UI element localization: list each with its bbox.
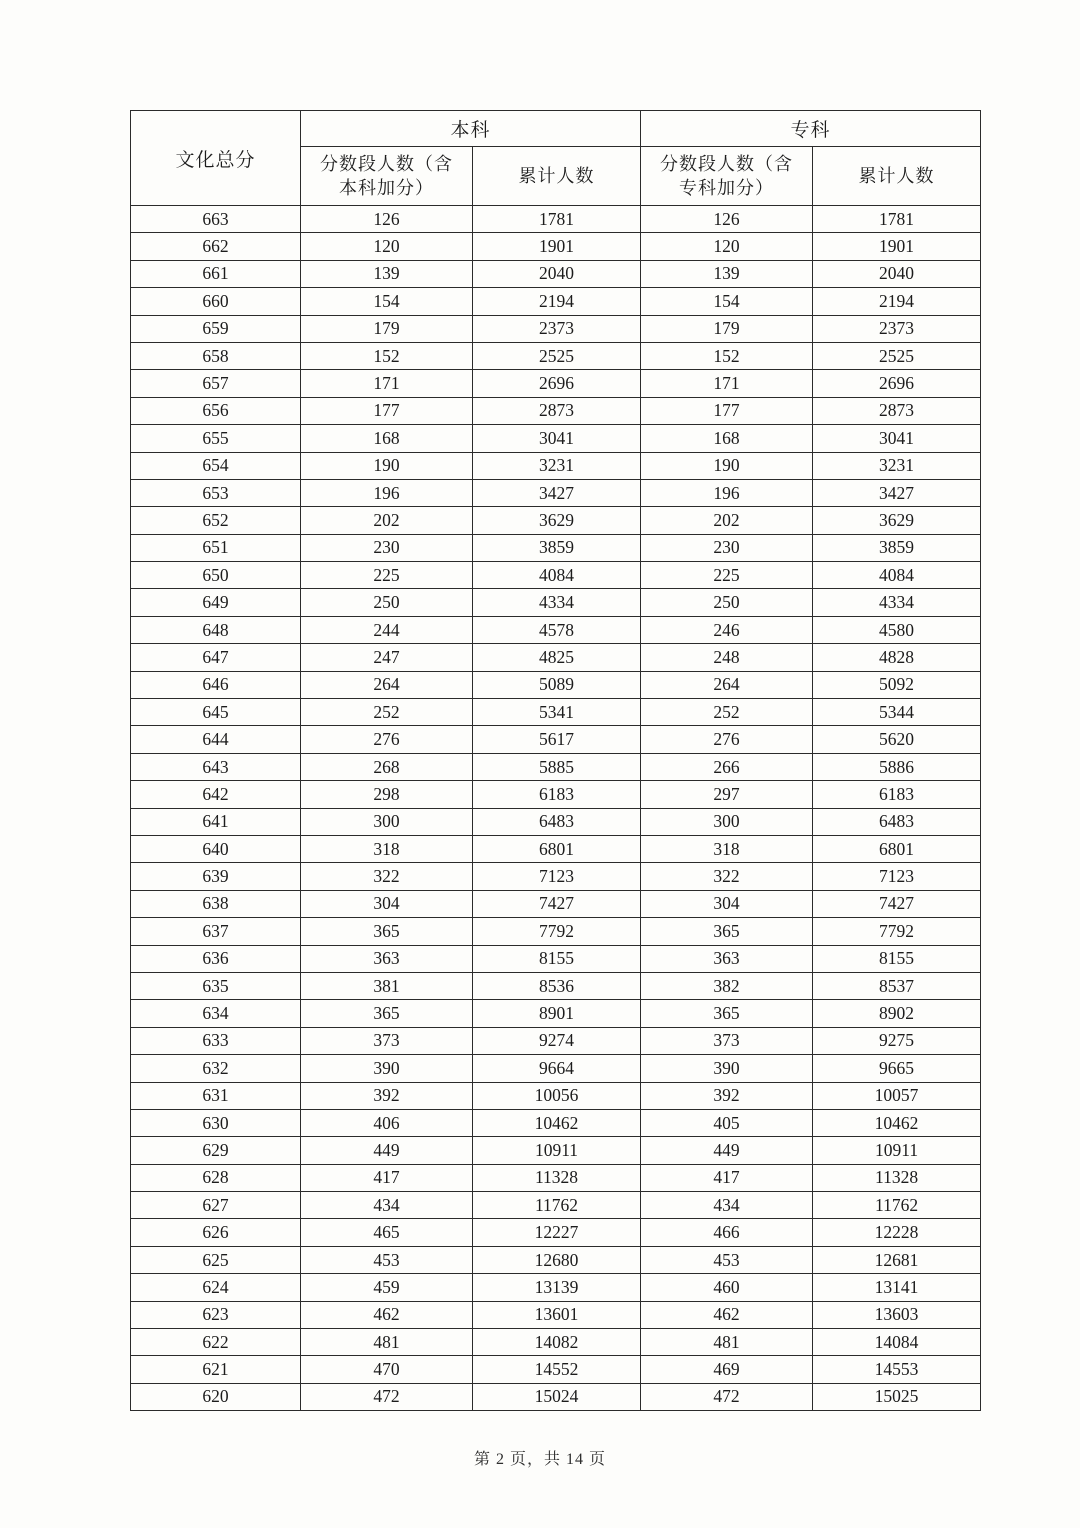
table-cell: 120: [301, 233, 473, 260]
table-cell: 649: [131, 589, 301, 616]
table-cell: 12227: [473, 1219, 641, 1246]
table-row: [131, 1109, 981, 1136]
table-cell: 15024: [473, 1383, 641, 1410]
table-cell: 417: [641, 1164, 813, 1191]
table-cell: 3041: [473, 425, 641, 452]
table-cell: 139: [301, 260, 473, 287]
table-cell: 653: [131, 479, 301, 506]
table-cell: 647: [131, 644, 301, 671]
table-cell: 276: [301, 726, 473, 753]
table-cell: 1781: [473, 206, 641, 233]
table-row: [131, 479, 981, 506]
table-header: [131, 111, 981, 206]
table-row: [131, 1082, 981, 1109]
table-row: [131, 671, 981, 698]
table-cell: 392: [641, 1082, 813, 1109]
table-row: [131, 233, 981, 260]
table-cell: 655: [131, 425, 301, 452]
table-cell: 472: [301, 1383, 473, 1410]
table-row: [131, 370, 981, 397]
table-cell: 8901: [473, 1000, 641, 1027]
table-cell: 11328: [473, 1164, 641, 1191]
table-cell: 373: [301, 1027, 473, 1054]
table-row: [131, 1027, 981, 1054]
table-cell: 154: [301, 288, 473, 315]
table-cell: 1781: [813, 206, 981, 233]
table-cell: 264: [301, 671, 473, 698]
header-row-groups: [131, 111, 981, 147]
table-cell: 3427: [813, 479, 981, 506]
table-cell: 652: [131, 507, 301, 534]
table-cell: 3041: [813, 425, 981, 452]
table-cell: 247: [301, 644, 473, 671]
table-cell: 2525: [473, 342, 641, 369]
table-cell: 417: [301, 1164, 473, 1191]
table-cell: 154: [641, 288, 813, 315]
table-cell: 633: [131, 1027, 301, 1054]
table-cell: 318: [301, 835, 473, 862]
table-row: [131, 507, 981, 534]
table-cell: 465: [301, 1219, 473, 1246]
table-cell: 637: [131, 918, 301, 945]
table-cell: 2040: [813, 260, 981, 287]
table-cell: 244: [301, 616, 473, 643]
table-cell: 4084: [813, 562, 981, 589]
table-row: [131, 425, 981, 452]
table-cell: 14552: [473, 1356, 641, 1383]
table-cell: 4334: [473, 589, 641, 616]
table-cell: 12228: [813, 1219, 981, 1246]
table-cell: 11762: [813, 1192, 981, 1219]
table-cell: 638: [131, 890, 301, 917]
table-cell: 13603: [813, 1301, 981, 1328]
table-cell: 12681: [813, 1246, 981, 1273]
table-cell: 481: [641, 1329, 813, 1356]
table-cell: 6483: [813, 808, 981, 835]
table-row: [131, 972, 981, 999]
table-cell: 2194: [813, 288, 981, 315]
table-row: [131, 699, 981, 726]
table-cell: 250: [641, 589, 813, 616]
table-cell: 630: [131, 1109, 301, 1136]
table-row: [131, 589, 981, 616]
table-cell: 14082: [473, 1329, 641, 1356]
table-cell: 11328: [813, 1164, 981, 1191]
table-cell: 10462: [813, 1109, 981, 1136]
table-row: [131, 342, 981, 369]
table-cell: 2194: [473, 288, 641, 315]
table-cell: 622: [131, 1329, 301, 1356]
table-cell: 639: [131, 863, 301, 890]
table-cell: 453: [641, 1246, 813, 1273]
table-row: [131, 1246, 981, 1273]
table-cell: 646: [131, 671, 301, 698]
header-undergraduate-segment-count: 分数段人数（含本科加分）: [301, 147, 473, 206]
table-cell: 660: [131, 288, 301, 315]
table-cell: 196: [301, 479, 473, 506]
table-cell: 634: [131, 1000, 301, 1027]
table-cell: 7427: [813, 890, 981, 917]
table-cell: 382: [641, 972, 813, 999]
table-cell: 179: [301, 315, 473, 342]
table-row: [131, 753, 981, 780]
table-cell: 644: [131, 726, 301, 753]
table-cell: 4825: [473, 644, 641, 671]
table-row: [131, 1164, 981, 1191]
table-cell: 481: [301, 1329, 473, 1356]
table-cell: 322: [301, 863, 473, 890]
table-cell: 6801: [813, 835, 981, 862]
header-college-cumulative-count: 累计人数: [813, 147, 981, 206]
table-cell: 168: [301, 425, 473, 452]
table-cell: 651: [131, 534, 301, 561]
table-cell: 225: [641, 562, 813, 589]
table-cell: 453: [301, 1246, 473, 1273]
table-cell: 636: [131, 945, 301, 972]
table-cell: 5341: [473, 699, 641, 726]
table-cell: 9665: [813, 1055, 981, 1082]
table-cell: 663: [131, 206, 301, 233]
table-cell: 3629: [813, 507, 981, 534]
table-cell: 2696: [813, 370, 981, 397]
table-cell: 3859: [813, 534, 981, 561]
table-cell: 392: [301, 1082, 473, 1109]
table-cell: 632: [131, 1055, 301, 1082]
table-cell: 365: [641, 918, 813, 945]
table-row: [131, 206, 981, 233]
table-row: [131, 534, 981, 561]
table-row: [131, 808, 981, 835]
table-row: [131, 863, 981, 890]
table-cell: 13139: [473, 1274, 641, 1301]
table-cell: 1901: [813, 233, 981, 260]
table-cell: 2873: [813, 397, 981, 424]
table-cell: 152: [641, 342, 813, 369]
table-cell: 202: [641, 507, 813, 534]
table-cell: 4580: [813, 616, 981, 643]
table-cell: 2040: [473, 260, 641, 287]
table-row: [131, 644, 981, 671]
table-cell: 177: [641, 397, 813, 424]
table-cell: 10056: [473, 1082, 641, 1109]
table-cell: 642: [131, 781, 301, 808]
table-cell: 635: [131, 972, 301, 999]
table-row: [131, 1137, 981, 1164]
table-cell: 14084: [813, 1329, 981, 1356]
table-cell: 460: [641, 1274, 813, 1301]
table-cell: 3427: [473, 479, 641, 506]
table-cell: 5886: [813, 753, 981, 780]
table-cell: 662: [131, 233, 301, 260]
table-cell: 13141: [813, 1274, 981, 1301]
table-cell: 469: [641, 1356, 813, 1383]
table-cell: 168: [641, 425, 813, 452]
table-row: [131, 315, 981, 342]
table-cell: 390: [301, 1055, 473, 1082]
table-cell: 179: [641, 315, 813, 342]
table-cell: 13601: [473, 1301, 641, 1328]
table-cell: 264: [641, 671, 813, 698]
table-cell: 628: [131, 1164, 301, 1191]
table-cell: 363: [301, 945, 473, 972]
table-cell: 1901: [473, 233, 641, 260]
table-cell: 190: [301, 452, 473, 479]
table-row: [131, 452, 981, 479]
table-cell: 373: [641, 1027, 813, 1054]
table-cell: 3231: [473, 452, 641, 479]
table-cell: 152: [301, 342, 473, 369]
table-cell: 5344: [813, 699, 981, 726]
table-cell: 472: [641, 1383, 813, 1410]
table-cell: 648: [131, 616, 301, 643]
table-cell: 304: [301, 890, 473, 917]
table-cell: 659: [131, 315, 301, 342]
table-cell: 2873: [473, 397, 641, 424]
table-cell: 4334: [813, 589, 981, 616]
table-body: [131, 206, 981, 1411]
table-cell: 449: [641, 1137, 813, 1164]
table-cell: 641: [131, 808, 301, 835]
table-cell: 405: [641, 1109, 813, 1136]
table-row: [131, 1301, 981, 1328]
table-cell: 623: [131, 1301, 301, 1328]
table-row: [131, 726, 981, 753]
table-cell: 8537: [813, 972, 981, 999]
table-row: [131, 835, 981, 862]
table-cell: 656: [131, 397, 301, 424]
table-cell: 381: [301, 972, 473, 999]
table-row: [131, 260, 981, 287]
table-cell: 10911: [473, 1137, 641, 1164]
table-row: [131, 918, 981, 945]
table-cell: 434: [641, 1192, 813, 1219]
table-row: [131, 1383, 981, 1410]
table-cell: 322: [641, 863, 813, 890]
score-distribution-table: [130, 110, 981, 1411]
table-cell: 171: [641, 370, 813, 397]
table-cell: 298: [301, 781, 473, 808]
table-cell: 230: [301, 534, 473, 561]
table-cell: 640: [131, 835, 301, 862]
table-cell: 266: [641, 753, 813, 780]
table-cell: 6483: [473, 808, 641, 835]
table-cell: 466: [641, 1219, 813, 1246]
table-cell: 624: [131, 1274, 301, 1301]
table-cell: 6183: [813, 781, 981, 808]
table-cell: 7123: [813, 863, 981, 890]
table-cell: 230: [641, 534, 813, 561]
table-cell: 7427: [473, 890, 641, 917]
table-cell: 250: [301, 589, 473, 616]
table-row: [131, 562, 981, 589]
table-cell: 627: [131, 1192, 301, 1219]
table-cell: 2696: [473, 370, 641, 397]
table-cell: 365: [301, 918, 473, 945]
table-cell: 15025: [813, 1383, 981, 1410]
table-row: [131, 890, 981, 917]
table-cell: 620: [131, 1383, 301, 1410]
table-cell: 190: [641, 452, 813, 479]
table-cell: 5620: [813, 726, 981, 753]
table-cell: 300: [301, 808, 473, 835]
table-cell: 4084: [473, 562, 641, 589]
table-cell: 625: [131, 1246, 301, 1273]
table-row: [131, 397, 981, 424]
table-cell: 654: [131, 452, 301, 479]
table-cell: 300: [641, 808, 813, 835]
table-cell: 276: [641, 726, 813, 753]
header-undergraduate-cumulative-count: 累计人数: [473, 147, 641, 206]
table-cell: 5885: [473, 753, 641, 780]
table-cell: 459: [301, 1274, 473, 1301]
table-cell: 2373: [473, 315, 641, 342]
header-college-segment-count: 分数段人数（含专科加分）: [641, 147, 813, 206]
table-cell: 406: [301, 1109, 473, 1136]
table-cell: 248: [641, 644, 813, 671]
table-cell: 318: [641, 835, 813, 862]
table-row: [131, 1329, 981, 1356]
table-cell: 10462: [473, 1109, 641, 1136]
table-cell: 10911: [813, 1137, 981, 1164]
header-group-college: 专科: [641, 111, 981, 147]
table-row: [131, 1274, 981, 1301]
table-cell: 171: [301, 370, 473, 397]
table-cell: 177: [301, 397, 473, 424]
table-row: [131, 1356, 981, 1383]
table-cell: 8902: [813, 1000, 981, 1027]
table-cell: 8536: [473, 972, 641, 999]
table-cell: 4828: [813, 644, 981, 671]
table-cell: 252: [301, 699, 473, 726]
table-cell: 297: [641, 781, 813, 808]
table-cell: 126: [301, 206, 473, 233]
table-cell: 4578: [473, 616, 641, 643]
table-row: [131, 781, 981, 808]
table-cell: 3231: [813, 452, 981, 479]
table-cell: 470: [301, 1356, 473, 1383]
table-cell: 643: [131, 753, 301, 780]
table-row: [131, 1055, 981, 1082]
table-row: [131, 945, 981, 972]
table-cell: 2525: [813, 342, 981, 369]
table-cell: 196: [641, 479, 813, 506]
table-cell: 661: [131, 260, 301, 287]
table-cell: 268: [301, 753, 473, 780]
table-cell: 14553: [813, 1356, 981, 1383]
table-cell: 7792: [473, 918, 641, 945]
table-cell: 2373: [813, 315, 981, 342]
table-cell: 629: [131, 1137, 301, 1164]
table-row: [131, 1000, 981, 1027]
table-cell: 657: [131, 370, 301, 397]
table-cell: 202: [301, 507, 473, 534]
table-cell: 462: [301, 1301, 473, 1328]
table-cell: 434: [301, 1192, 473, 1219]
table-cell: 126: [641, 206, 813, 233]
table-cell: 5617: [473, 726, 641, 753]
table-cell: 449: [301, 1137, 473, 1164]
page-footer: 第 2 页，共 14 页: [473, 1451, 606, 1468]
table-cell: 365: [301, 1000, 473, 1027]
table-cell: 10057: [813, 1082, 981, 1109]
table-cell: 12680: [473, 1246, 641, 1273]
table-row: [131, 616, 981, 643]
table-cell: 462: [641, 1301, 813, 1328]
header-group-undergraduate: 本科: [301, 111, 641, 147]
table-cell: 304: [641, 890, 813, 917]
table-cell: 621: [131, 1356, 301, 1383]
table-cell: 9275: [813, 1027, 981, 1054]
table-cell: 9664: [473, 1055, 641, 1082]
table-cell: 3629: [473, 507, 641, 534]
table-row: [131, 288, 981, 315]
table-cell: 626: [131, 1219, 301, 1246]
table-cell: 650: [131, 562, 301, 589]
table-cell: 6801: [473, 835, 641, 862]
table-cell: 8155: [473, 945, 641, 972]
table-cell: 365: [641, 1000, 813, 1027]
table-cell: 246: [641, 616, 813, 643]
table-row: [131, 1192, 981, 1219]
table-cell: 363: [641, 945, 813, 972]
table-cell: 120: [641, 233, 813, 260]
table-cell: 390: [641, 1055, 813, 1082]
table-cell: 11762: [473, 1192, 641, 1219]
table-cell: 252: [641, 699, 813, 726]
table-cell: 8155: [813, 945, 981, 972]
table-row: [131, 1219, 981, 1246]
table-cell: 225: [301, 562, 473, 589]
table-cell: 5089: [473, 671, 641, 698]
table-cell: 7792: [813, 918, 981, 945]
table-cell: 7123: [473, 863, 641, 890]
table-cell: 5092: [813, 671, 981, 698]
table-cell: 658: [131, 342, 301, 369]
header-total-score: 文化总分: [131, 111, 301, 206]
table-cell: 9274: [473, 1027, 641, 1054]
table-cell: 631: [131, 1082, 301, 1109]
table-cell: 139: [641, 260, 813, 287]
table-cell: 645: [131, 699, 301, 726]
table-cell: 6183: [473, 781, 641, 808]
table-cell: 3859: [473, 534, 641, 561]
